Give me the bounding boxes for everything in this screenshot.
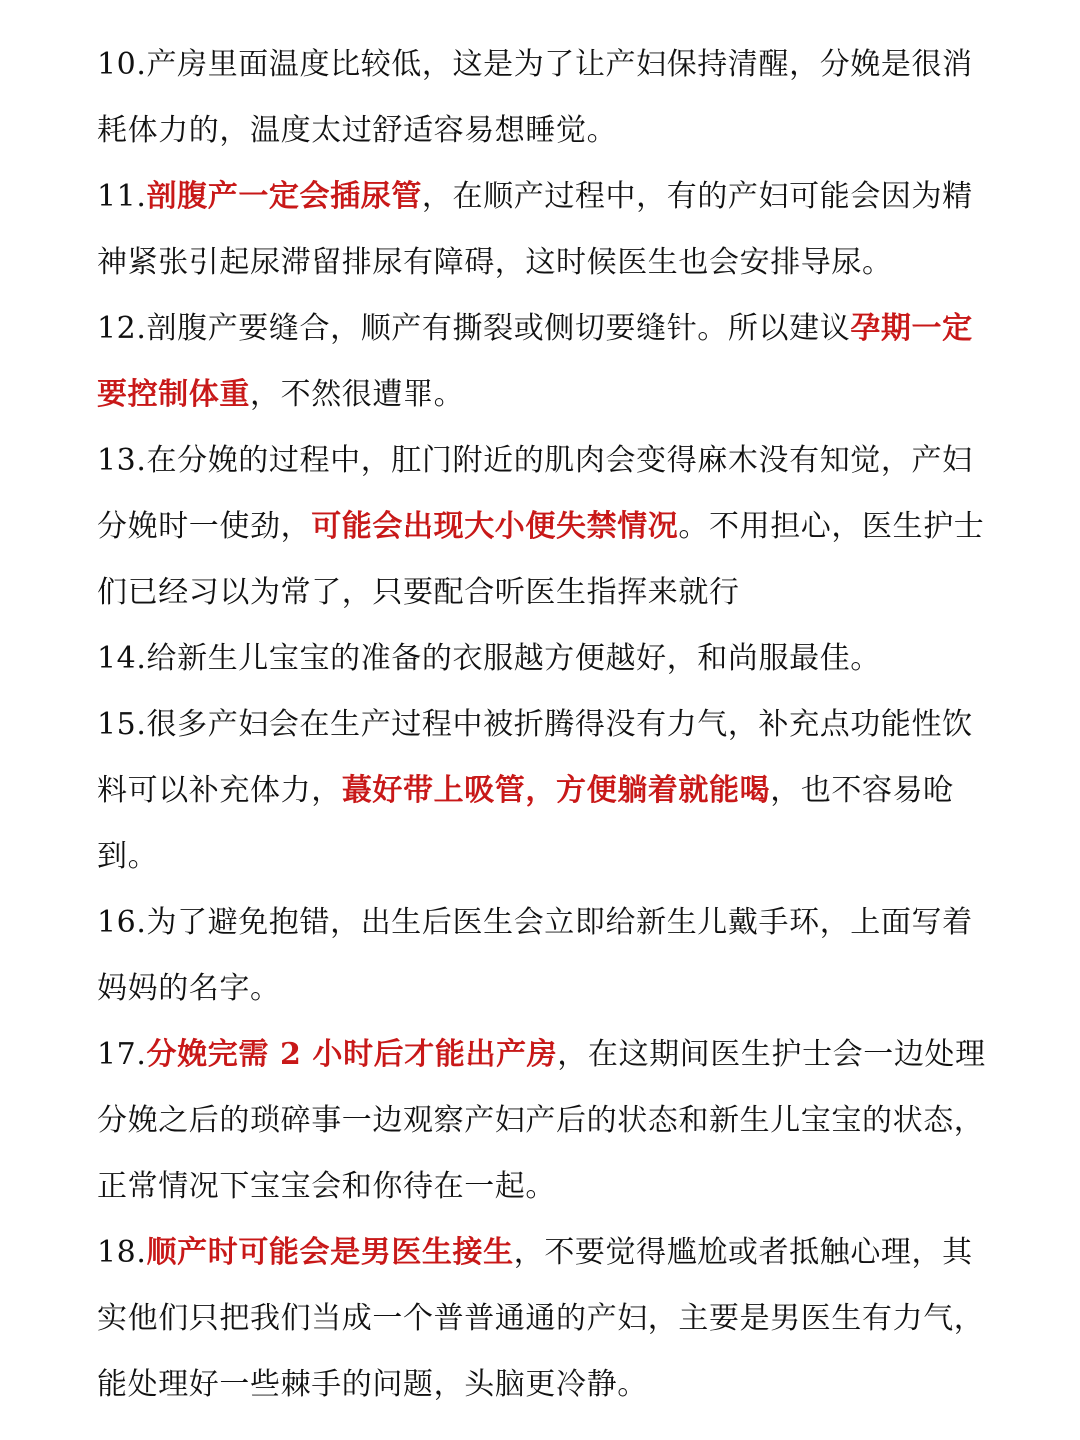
- tip-text: 11.: [97, 179, 147, 214]
- tip-11: [97, 164, 997, 296]
- tip-text: ，在顺产过程中，有的产妇可能会因为精神紧张引起尿滞留排尿有障碍，这时候医生也会安排导尿。: [97, 179, 973, 280]
- tip-highlight: 蕞好带上吸管，方便躺着就能喝: [341, 773, 771, 808]
- tip-16: [97, 890, 997, 1022]
- tip-highlight: 孕期一定要控制体重: [97, 311, 973, 412]
- tip-18: [97, 1220, 997, 1418]
- tip-text: ，不要觉得尴尬或者抵触心理，其实他们只把我们当成一个普普通通的产妇，主要是男医生有力气，能处理好一些棘手的问题，头脑更冷静。: [97, 1235, 985, 1402]
- tip-17: [97, 1022, 997, 1220]
- tip-text: 13.在分娩的过程中，肛门附近的肌肉会变得麻木没有知觉，产妇分娩时一使劲，: [97, 443, 973, 544]
- tip-text: 18.: [97, 1235, 147, 1270]
- tip-10: [97, 32, 997, 164]
- tip-text: 15.很多产妇会在生产过程中被折腾得没有力气，补充点功能性饮料可以补充体力，: [97, 707, 973, 808]
- tip-text: 10.产房里面温度比较低，这是为了让产妇保持清醒，分娩是很消耗体力的，温度太过舒适容易想睡觉。: [97, 47, 973, 148]
- tip-highlight: 分娩完需 2 小时后才能出产房: [146, 1037, 558, 1072]
- tip-15: [97, 692, 997, 890]
- tip-text: ，在这期间医生护士会一边处理分娩之后的琐碎事一边观察产妇产后的状态和新生儿宝宝的状态，正常情况下宝宝会和你待在一起。: [97, 1037, 986, 1204]
- tip-highlight: 剖腹产一定会插尿管: [146, 179, 422, 214]
- tip-text: 17.: [97, 1037, 147, 1072]
- tip-text: 14.给新生儿宝宝的准备的衣服越方便越好，和尚服最佳。: [97, 641, 881, 676]
- tip-12: [97, 296, 997, 428]
- tip-text: 12.剖腹产要缝合，顺产有撕裂或侧切要缝针。所以建议: [97, 311, 851, 346]
- tip-text: 16.为了避免抱错，出生后医生会立即给新生儿戴手环，上面写着妈妈的名字。: [97, 905, 973, 1006]
- tips-document: [97, 32, 997, 1418]
- tip-highlight: 可能会出现大小便失禁情况: [311, 509, 679, 544]
- tip-text: ，不然很遭罪。: [250, 377, 465, 412]
- tip-text: 。不用担心，医生护士们已经习以为常了，只要配合听医生指挥来就行: [97, 509, 985, 610]
- tip-14: [97, 626, 997, 692]
- tip-text: ，也不容易呛到。: [97, 773, 954, 874]
- tip-highlight: 顺产时可能会是男医生接生: [146, 1235, 514, 1270]
- tip-13: [97, 428, 997, 626]
